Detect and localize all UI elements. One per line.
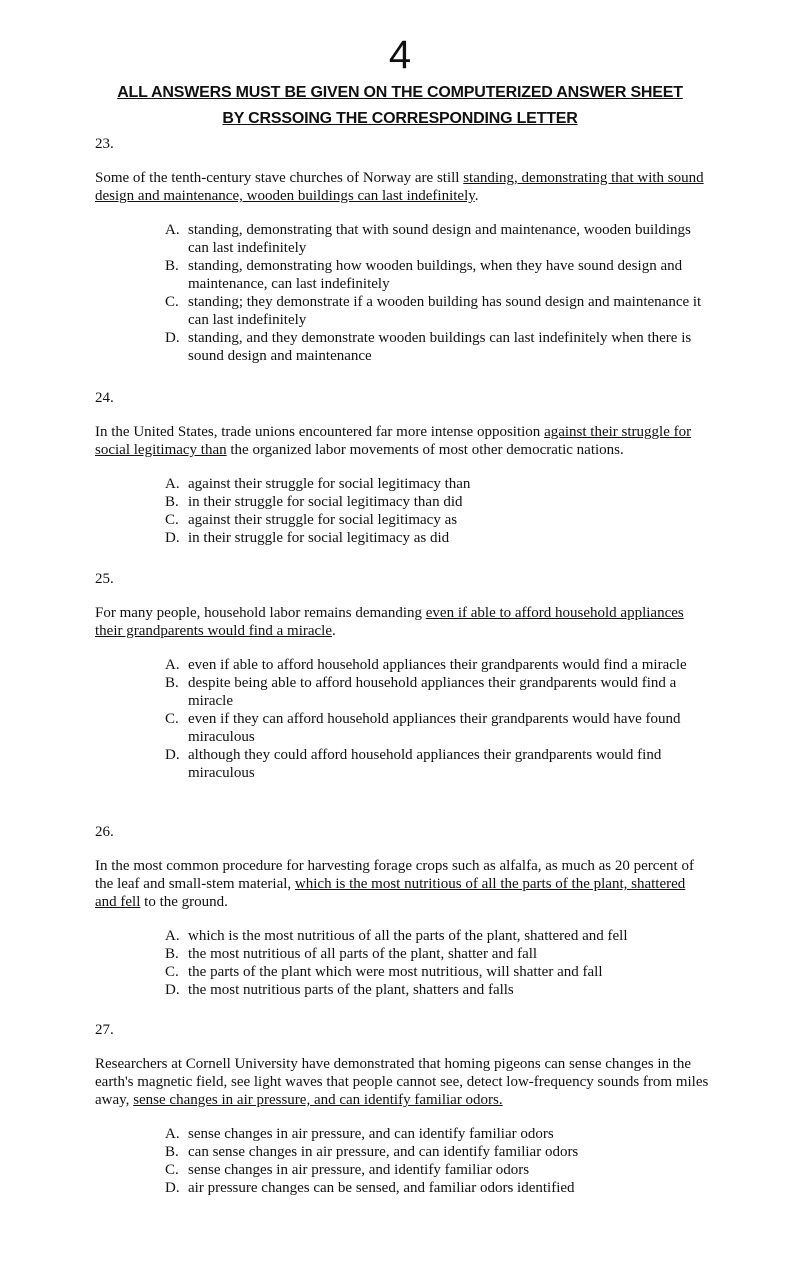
instruction-line-2: BY CRSSOING THE CORRESPONDING LETTER — [222, 110, 578, 127]
answer-options — [95, 1125, 710, 1197]
option-letter: B. — [165, 946, 179, 962]
answer-options — [95, 656, 710, 782]
option-letter: D. — [165, 530, 180, 546]
option-text: sense changes in air pressure, and can identify familiar odors — [188, 1126, 554, 1142]
option-letter: B. — [165, 258, 179, 274]
question-stem — [95, 857, 710, 911]
stem-underlined: even if able to afford household appliances their grandparents would find a miracle — [95, 605, 684, 639]
option-letter: A. — [165, 222, 180, 238]
stem-underlined: sense changes in air pressure, and can identify familiar odors. — [133, 1092, 503, 1108]
question-23 — [95, 135, 710, 365]
option-letter: B. — [165, 494, 179, 510]
option-b — [95, 493, 710, 511]
option-text: even if able to afford household appliances their grandparents would find a miracle — [188, 657, 687, 673]
instruction-line-1: ALL ANSWERS MUST BE GIVEN ON THE COMPUTERIZED ANSWER SHEET — [117, 84, 683, 101]
option-letter: D. — [165, 330, 180, 346]
stem-underlined: against their struggle for social legitimacy than — [95, 424, 692, 458]
option-a — [95, 656, 710, 674]
question-stem — [95, 423, 710, 459]
stem-text: In the United States, trade unions encountered far more intense opposition — [95, 424, 545, 440]
option-c — [95, 963, 710, 981]
option-text: standing, demonstrating that with sound design and maintenance, wooden buildings can last indefinitely — [188, 222, 691, 256]
option-letter: A. — [165, 657, 180, 673]
option-letter: D. — [165, 1180, 180, 1196]
option-a — [95, 1125, 710, 1143]
stem-text: Researchers at Cornell University have demonstrated that homing pigeons can sense changes in the earth's magnetic field, see light waves that people cannot see, detect low-frequency sounds from miles away, — [95, 1056, 709, 1108]
option-letter: B. — [165, 1144, 179, 1160]
question-number: 25. — [95, 571, 114, 587]
option-text: in their struggle for social legitimacy as did — [188, 530, 450, 546]
option-d — [95, 329, 710, 365]
question-27 — [95, 1021, 710, 1197]
option-b — [95, 945, 710, 963]
stem-text-end: . — [332, 623, 336, 639]
option-text: the most nutritious of all parts of the plant, shatter and fall — [188, 946, 538, 962]
option-d — [95, 1179, 710, 1197]
option-text: which is the most nutritious of all the parts of the plant, shattered and fell — [188, 928, 628, 944]
page-number: 4 — [388, 33, 412, 77]
question-stem — [95, 604, 710, 640]
option-c — [95, 1161, 710, 1179]
option-letter: C. — [165, 711, 179, 727]
option-c — [95, 511, 710, 529]
option-d — [95, 981, 710, 999]
option-b — [95, 1143, 710, 1161]
option-text: standing, and they demonstrate wooden buildings can last indefinitely when there is sound design and maintenance — [188, 330, 692, 364]
option-text: sense changes in air pressure, and identify familiar odors — [188, 1162, 530, 1178]
option-c — [95, 710, 710, 746]
option-letter: A. — [165, 476, 180, 492]
stem-text: Some of the tenth-century stave churches of Norway are still — [95, 170, 464, 186]
stem-text: For many people, household labor remains demanding — [95, 605, 426, 621]
option-text: although they could afford household appliances their grandparents would find miraculous — [188, 747, 662, 781]
option-text: in their struggle for social legitimacy than did — [188, 494, 463, 510]
question-stem — [95, 1055, 710, 1109]
option-text: the parts of the plant which were most nutritious, will shatter and fall — [188, 964, 603, 980]
question-number: 26. — [95, 824, 114, 840]
question-stem — [95, 169, 710, 205]
option-b — [95, 674, 710, 710]
option-text: air pressure changes can be sensed, and familiar odors identified — [188, 1180, 575, 1196]
option-b — [95, 257, 710, 293]
option-d — [95, 529, 710, 547]
option-a — [95, 927, 710, 945]
option-letter: C. — [165, 964, 179, 980]
option-letter: C. — [165, 1162, 179, 1178]
option-text: against their struggle for social legitimacy than — [188, 476, 471, 492]
option-letter: A. — [165, 1126, 180, 1142]
option-text: even if they can afford household appliances their grandparents would have found miraculous — [188, 711, 681, 745]
option-text: can sense changes in air pressure, and can identify familiar odors — [188, 1144, 579, 1160]
question-number: 23. — [95, 136, 114, 152]
question-25 — [95, 570, 710, 782]
option-letter: D. — [165, 982, 180, 998]
stem-text-end: the organized labor movements of most other democratic nations. — [226, 442, 624, 458]
option-d — [95, 746, 710, 782]
answer-options — [95, 475, 710, 547]
question-number: 24. — [95, 390, 114, 406]
option-text: despite being able to afford household appliances their grandparents would find a miracle — [188, 675, 677, 709]
option-letter: D. — [165, 747, 180, 763]
option-text: standing; they demonstrate if a wooden building has sound design and maintenance it can last indefinitely — [188, 294, 702, 328]
option-letter: A. — [165, 928, 180, 944]
option-text: standing, demonstrating how wooden buildings, when they have sound design and maintenance, can last indefinitely — [188, 258, 683, 292]
question-26 — [95, 823, 710, 999]
answer-options — [95, 221, 710, 365]
option-text: against their struggle for social legitimacy as — [188, 512, 458, 528]
option-letter: C. — [165, 294, 179, 310]
question-number: 27. — [95, 1022, 114, 1038]
option-a — [95, 475, 710, 493]
option-letter: B. — [165, 675, 179, 691]
option-c — [95, 293, 710, 329]
stem-text: In the most common procedure for harvesting forage crops such as alfalfa, as much as 20 percent of the leaf and small-stem material, — [95, 858, 694, 892]
option-letter: C. — [165, 512, 179, 528]
stem-underlined: which is the most nutritious of all the parts of the plant, shattered and fell — [95, 876, 686, 910]
question-24 — [95, 389, 710, 547]
stem-underlined: standing, demonstrating that with sound design and maintenance, wooden buildings can last indefinitely — [95, 170, 704, 204]
stem-text-end: to the ground. — [140, 894, 228, 910]
answer-options — [95, 927, 710, 999]
stem-text-end: . — [474, 188, 479, 204]
option-text: the most nutritious parts of the plant, shatters and falls — [188, 982, 514, 998]
option-a — [95, 221, 710, 257]
